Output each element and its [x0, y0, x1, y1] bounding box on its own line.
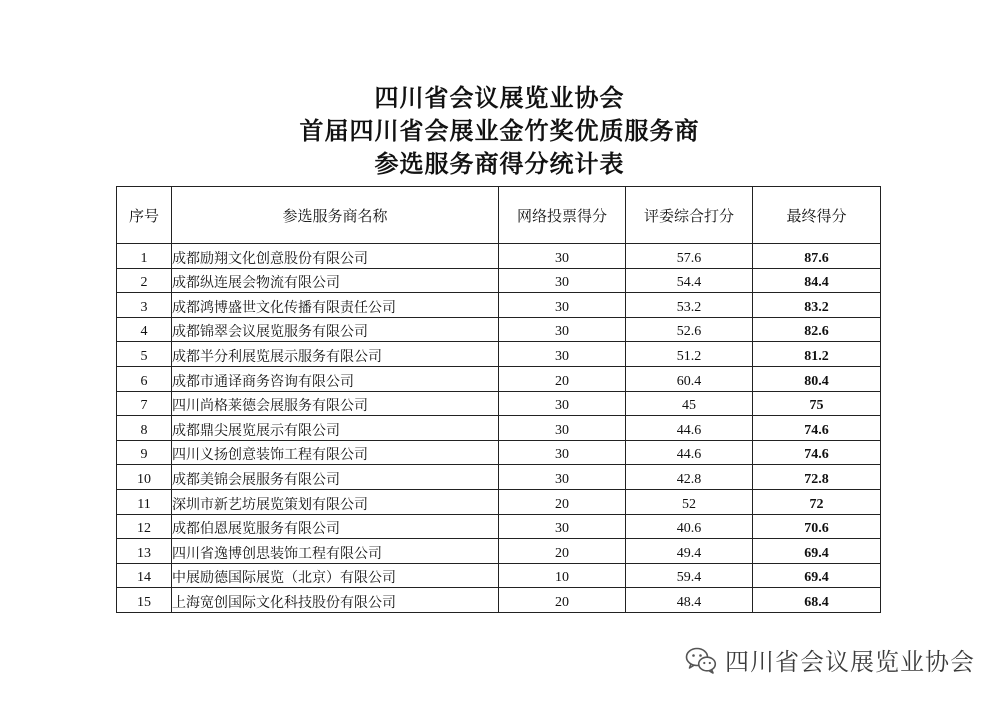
table-row [117, 268, 881, 293]
row-company-name: 成都纵连展会物流有限公司 [172, 268, 499, 293]
row-index: 14 [117, 563, 172, 588]
row-judge-score: 49.4 [626, 539, 753, 564]
watermark [685, 642, 975, 677]
row-index: 8 [117, 416, 172, 441]
row-company-name: 成都锦翠会议展览服务有限公司 [172, 317, 499, 342]
row-vote-score: 30 [499, 244, 626, 269]
row-company-name: 成都半分利展览展示服务有限公司 [172, 342, 499, 367]
row-judge-score: 52.6 [626, 317, 753, 342]
table-row [117, 514, 881, 539]
table-row [117, 317, 881, 342]
row-vote-score: 30 [499, 391, 626, 416]
table-row [117, 391, 881, 416]
wechat-icon [685, 646, 717, 674]
row-index: 11 [117, 489, 172, 514]
score-table [116, 186, 881, 613]
row-vote-score: 20 [499, 489, 626, 514]
row-judge-score: 59.4 [626, 563, 753, 588]
table-row [117, 563, 881, 588]
table-row [117, 539, 881, 564]
row-final-score: 83.2 [753, 293, 881, 318]
row-final-score: 69.4 [753, 563, 881, 588]
row-judge-score: 52 [626, 489, 753, 514]
row-company-name: 成都美锦会展服务有限公司 [172, 465, 499, 490]
row-index: 2 [117, 268, 172, 293]
table-row [117, 465, 881, 490]
row-index: 6 [117, 366, 172, 391]
title-table-name: 参选服务商得分统计表 [374, 150, 625, 178]
row-judge-score: 48.4 [626, 588, 753, 613]
row-final-score: 80.4 [753, 366, 881, 391]
row-index: 7 [117, 391, 172, 416]
row-vote-score: 20 [499, 539, 626, 564]
table-row [117, 342, 881, 367]
row-index: 12 [117, 514, 172, 539]
row-vote-score: 20 [499, 588, 626, 613]
document-title-block [0, 82, 999, 181]
row-final-score: 72.8 [753, 465, 881, 490]
row-vote-score: 30 [499, 342, 626, 367]
table-row [117, 416, 881, 441]
row-judge-score: 51.2 [626, 342, 753, 367]
row-company-name: 成都励翔文化创意股份有限公司 [172, 244, 499, 269]
row-judge-score: 45 [626, 391, 753, 416]
table-row [117, 293, 881, 318]
table-row [117, 244, 881, 269]
row-company-name: 成都鼎尖展览展示有限公司 [172, 416, 499, 441]
row-company-name: 四川义扬创意装饰工程有限公司 [172, 440, 499, 465]
row-company-name: 成都伯恩展览服务有限公司 [172, 514, 499, 539]
row-index: 3 [117, 293, 172, 318]
row-final-score: 87.6 [753, 244, 881, 269]
row-vote-score: 30 [499, 514, 626, 539]
column-header-index: 序号 [117, 187, 172, 244]
watermark-text: 四川省会议展览业协会 [725, 648, 975, 676]
row-vote-score: 30 [499, 293, 626, 318]
row-index: 10 [117, 465, 172, 490]
table-header-row [117, 187, 881, 244]
row-index: 4 [117, 317, 172, 342]
row-vote-score: 30 [499, 440, 626, 465]
column-header-name: 参选服务商名称 [172, 187, 499, 244]
row-vote-score: 30 [499, 317, 626, 342]
row-judge-score: 42.8 [626, 465, 753, 490]
row-final-score: 74.6 [753, 440, 881, 465]
row-vote-score: 30 [499, 465, 626, 490]
row-vote-score: 30 [499, 268, 626, 293]
row-company-name: 成都市通译商务咨询有限公司 [172, 366, 499, 391]
row-judge-score: 44.6 [626, 440, 753, 465]
row-judge-score: 54.4 [626, 268, 753, 293]
row-vote-score: 30 [499, 416, 626, 441]
table-row [117, 440, 881, 465]
row-company-name: 四川省逸博创思装饰工程有限公司 [172, 539, 499, 564]
table-row [117, 489, 881, 514]
row-index: 9 [117, 440, 172, 465]
row-company-name: 中展励德国际展览（北京）有限公司 [172, 563, 499, 588]
table-row [117, 366, 881, 391]
row-company-name: 上海宽创国际文化科技股份有限公司 [172, 588, 499, 613]
row-index: 15 [117, 588, 172, 613]
row-final-score: 70.6 [753, 514, 881, 539]
title-award: 首届四川省会展业金竹奖优质服务商 [299, 117, 700, 145]
row-judge-score: 44.6 [626, 416, 753, 441]
table-body [117, 244, 881, 613]
column-header-vote: 网络投票得分 [499, 187, 626, 244]
row-vote-score: 10 [499, 563, 626, 588]
row-company-name: 成都鸿博盛世文化传播有限责任公司 [172, 293, 499, 318]
row-final-score: 84.4 [753, 268, 881, 293]
column-header-final: 最终得分 [753, 187, 881, 244]
table-row [117, 588, 881, 613]
row-index: 13 [117, 539, 172, 564]
row-company-name: 四川尚格莱德会展服务有限公司 [172, 391, 499, 416]
row-final-score: 74.6 [753, 416, 881, 441]
row-final-score: 81.2 [753, 342, 881, 367]
row-vote-score: 20 [499, 366, 626, 391]
row-judge-score: 57.6 [626, 244, 753, 269]
row-index: 5 [117, 342, 172, 367]
row-company-name: 深圳市新艺坊展览策划有限公司 [172, 489, 499, 514]
row-judge-score: 53.2 [626, 293, 753, 318]
title-organization: 四川省会议展览业协会 [374, 84, 625, 112]
row-final-score: 75 [753, 391, 881, 416]
row-final-score: 68.4 [753, 588, 881, 613]
row-final-score: 72 [753, 489, 881, 514]
row-final-score: 69.4 [753, 539, 881, 564]
row-final-score: 82.6 [753, 317, 881, 342]
column-header-judge: 评委综合打分 [626, 187, 753, 244]
row-judge-score: 40.6 [626, 514, 753, 539]
row-index: 1 [117, 244, 172, 269]
row-judge-score: 60.4 [626, 366, 753, 391]
